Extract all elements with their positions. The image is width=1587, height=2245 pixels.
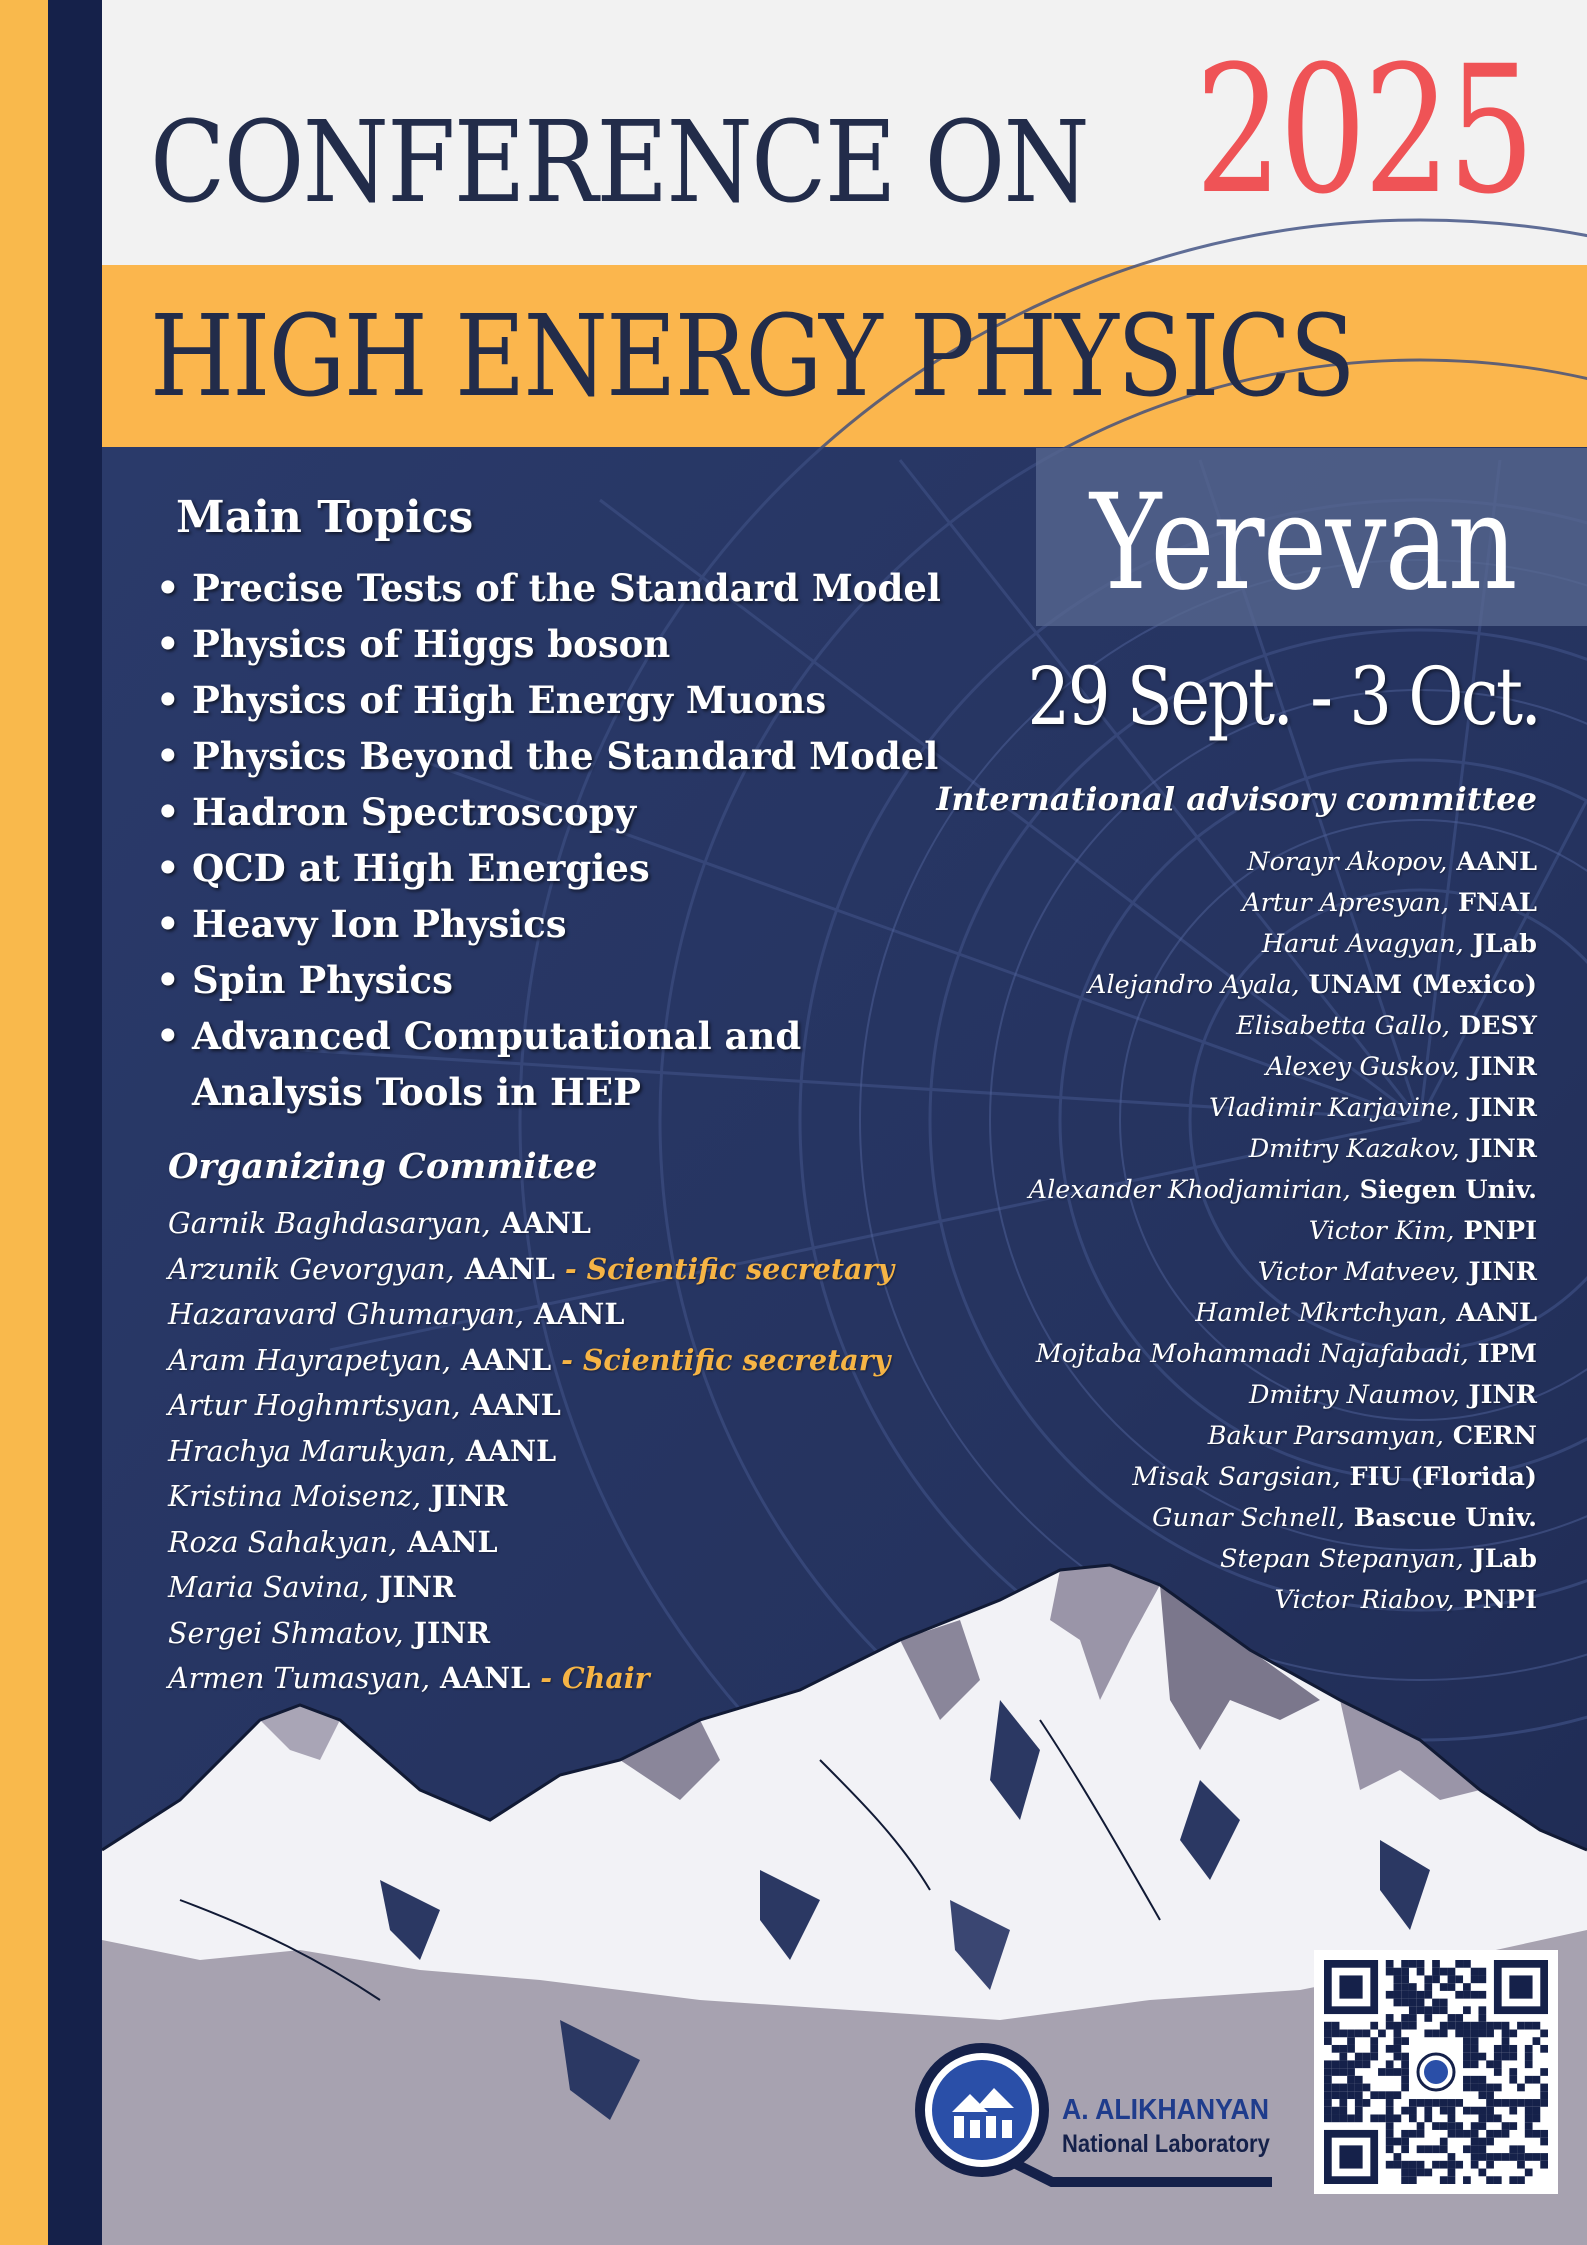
member-name: Mojtaba Mohammadi Najafabadi, xyxy=(1035,1339,1469,1369)
topic-item: • Physics Beyond the Standard Model xyxy=(156,728,941,784)
topic-item: • Hadron Spectroscopy xyxy=(156,784,941,840)
member-affiliation: JINR xyxy=(1459,1380,1537,1410)
member-affiliation: JLab xyxy=(1463,929,1537,959)
advisory-member xyxy=(1029,1457,1537,1498)
organizing-member xyxy=(168,1292,894,1338)
member-role: - Scientific secretary xyxy=(554,1251,895,1286)
advisory-member xyxy=(1029,1170,1537,1211)
member-affiliation: AANL xyxy=(1447,1298,1537,1328)
left-navy-stripe xyxy=(48,0,102,2245)
advisory-member xyxy=(1029,1088,1537,1129)
member-affiliation: JINR xyxy=(1459,1134,1537,1164)
qr-code-icon[interactable] xyxy=(1314,1950,1558,2194)
topics-list xyxy=(156,560,941,1120)
organizing-member xyxy=(168,1656,894,1702)
advisory-member xyxy=(1029,1498,1537,1539)
advisory-member xyxy=(1029,924,1537,965)
member-affiliation: AANL xyxy=(1447,847,1537,877)
member-affiliation: AANL xyxy=(455,1433,557,1468)
advisory-member xyxy=(1029,883,1537,924)
member-affiliation: JINR xyxy=(1459,1257,1537,1287)
left-gold-stripe xyxy=(0,0,48,2245)
member-name: Alexander Khodjamirian, xyxy=(1028,1175,1351,1205)
member-name: Norayr Akopov, xyxy=(1247,847,1448,877)
advisory-member xyxy=(1029,842,1537,883)
advisory-member xyxy=(1029,1293,1537,1334)
member-affiliation: PNPI xyxy=(1454,1216,1537,1246)
advisory-list xyxy=(1029,842,1537,1621)
topic-item: • Precise Tests of the Standard Model xyxy=(156,560,941,616)
member-affiliation: CERN xyxy=(1443,1421,1537,1451)
member-affiliation: IPM xyxy=(1468,1339,1537,1369)
advisory-member xyxy=(1029,965,1537,1006)
member-name: Alexey Guskov, xyxy=(1265,1052,1460,1082)
organizing-member xyxy=(168,1201,894,1247)
title-line2: HIGH ENERGY PHYSICS xyxy=(150,292,1354,422)
member-name: Hrachya Marukyan, xyxy=(168,1434,456,1468)
member-affiliation: PNPI xyxy=(1454,1585,1537,1615)
member-name: Victor Kim, xyxy=(1308,1216,1455,1246)
organizing-heading: Organizing Commitee xyxy=(168,1146,598,1187)
advisory-member xyxy=(1029,1047,1537,1088)
topic-item: • QCD at High Energies xyxy=(156,840,941,896)
member-affiliation: FNAL xyxy=(1448,888,1537,918)
member-role: - Chair xyxy=(530,1661,650,1695)
member-name: Victor Riabov, xyxy=(1274,1585,1455,1615)
advisory-member xyxy=(1029,1334,1537,1375)
advisory-member xyxy=(1029,1129,1537,1170)
advisory-member xyxy=(1029,1211,1537,1252)
member-name: Dmitry Kazakov, xyxy=(1248,1134,1460,1164)
organizing-member xyxy=(168,1247,894,1293)
organizing-member xyxy=(168,1565,894,1611)
member-affiliation: AANL xyxy=(454,1251,555,1286)
topic-item: • Spin Physics xyxy=(156,952,941,1008)
member-name: Gunar Schnell, xyxy=(1152,1503,1345,1533)
member-affiliation: FIU (Florida) xyxy=(1340,1462,1537,1492)
logo-line2: National Laboratory xyxy=(1062,2130,1270,2158)
advisory-member xyxy=(1029,1006,1537,1047)
organizing-member xyxy=(168,1611,894,1657)
member-affiliation: JINR xyxy=(1459,1052,1537,1082)
member-name: Armen Tumasyan, xyxy=(168,1662,431,1695)
title-line1: CONFERENCE ON xyxy=(150,98,1089,228)
member-name: Harut Avagyan, xyxy=(1261,929,1464,959)
member-affiliation: AANL xyxy=(430,1661,531,1695)
member-affiliation: DESY xyxy=(1449,1011,1537,1041)
member-affiliation: UNAM (Mexico) xyxy=(1299,970,1537,1000)
advisory-heading: International advisory committee xyxy=(936,780,1537,818)
topic-item: • Physics of High Energy Muons xyxy=(156,672,941,728)
conference-dates: 29 Sept. - 3 Oct. xyxy=(1027,650,1539,743)
organizing-member xyxy=(168,1338,894,1384)
member-name: Alejandro Ayala, xyxy=(1088,970,1300,1000)
member-affiliation: AANL xyxy=(524,1297,625,1331)
member-name: Sergei Shmatov, xyxy=(168,1616,404,1650)
topics-heading: Main Topics xyxy=(176,492,474,543)
member-affiliation: AANL xyxy=(397,1524,498,1559)
member-name: Misak Sargsian, xyxy=(1132,1462,1341,1492)
topic-item: • Physics of Higgs boson xyxy=(156,616,941,672)
member-name: Artur Hoghmrtsyan, xyxy=(168,1389,461,1422)
member-affiliation: JINR xyxy=(1459,1093,1537,1123)
member-name: Vladimir Karjavine, xyxy=(1209,1093,1460,1123)
advisory-member xyxy=(1029,1416,1537,1457)
member-name: Garnik Baghdasaryan, xyxy=(168,1207,491,1240)
organizing-list xyxy=(168,1201,894,1702)
topic-item: Analysis Tools in HEP xyxy=(192,1070,641,1114)
member-name: Aram Hayrapetyan, xyxy=(168,1343,451,1377)
member-name: Stepan Stepanyan, xyxy=(1220,1544,1464,1574)
member-name: Bakur Parsamyan, xyxy=(1207,1421,1444,1451)
member-affiliation: AANL xyxy=(450,1342,552,1377)
member-affiliation: AANL xyxy=(490,1206,591,1240)
member-affiliation: AANL xyxy=(460,1388,561,1422)
member-affiliation: JINR xyxy=(369,1570,456,1604)
advisory-member xyxy=(1029,1252,1537,1293)
member-name: Arzunik Gevorgyan, xyxy=(168,1252,455,1286)
topic-item: • Heavy Ion Physics xyxy=(156,896,941,952)
advisory-member xyxy=(1029,1375,1537,1416)
member-name: Artur Apresyan, xyxy=(1242,888,1449,918)
member-name: Hazaravard Ghumaryan, xyxy=(168,1298,525,1331)
member-name: Dmitry Naumov, xyxy=(1248,1380,1460,1410)
member-affiliation: Siegen Univ. xyxy=(1350,1175,1537,1205)
member-name: Kristina Moisenz, xyxy=(168,1480,422,1513)
member-affiliation: JINR xyxy=(421,1479,508,1513)
member-name: Hamlet Mkrtchyan, xyxy=(1195,1298,1448,1328)
organizing-member xyxy=(168,1520,894,1566)
member-affiliation: JLab xyxy=(1463,1544,1537,1574)
topic-item: • Advanced Computational and xyxy=(156,1008,941,1064)
member-affiliation: JINR xyxy=(403,1615,491,1650)
city-name: Yerevan xyxy=(1090,466,1516,620)
advisory-member xyxy=(1029,1580,1537,1621)
member-name: Victor Matveev, xyxy=(1257,1257,1460,1287)
member-affiliation: Bascue Univ. xyxy=(1344,1503,1537,1533)
conference-year: 2025 xyxy=(1195,28,1532,233)
member-name: Elisabetta Gallo, xyxy=(1236,1011,1450,1041)
advisory-member xyxy=(1029,1539,1537,1580)
organizing-member xyxy=(168,1429,894,1475)
member-role: - Scientific secretary xyxy=(551,1342,891,1377)
logo-line1: A. ALIKHANYAN xyxy=(1062,2094,1270,2126)
organizing-member xyxy=(168,1474,894,1520)
member-name: Roza Sahakyan, xyxy=(168,1525,398,1559)
organizing-member xyxy=(168,1383,894,1429)
member-name: Maria Savina, xyxy=(168,1571,370,1604)
